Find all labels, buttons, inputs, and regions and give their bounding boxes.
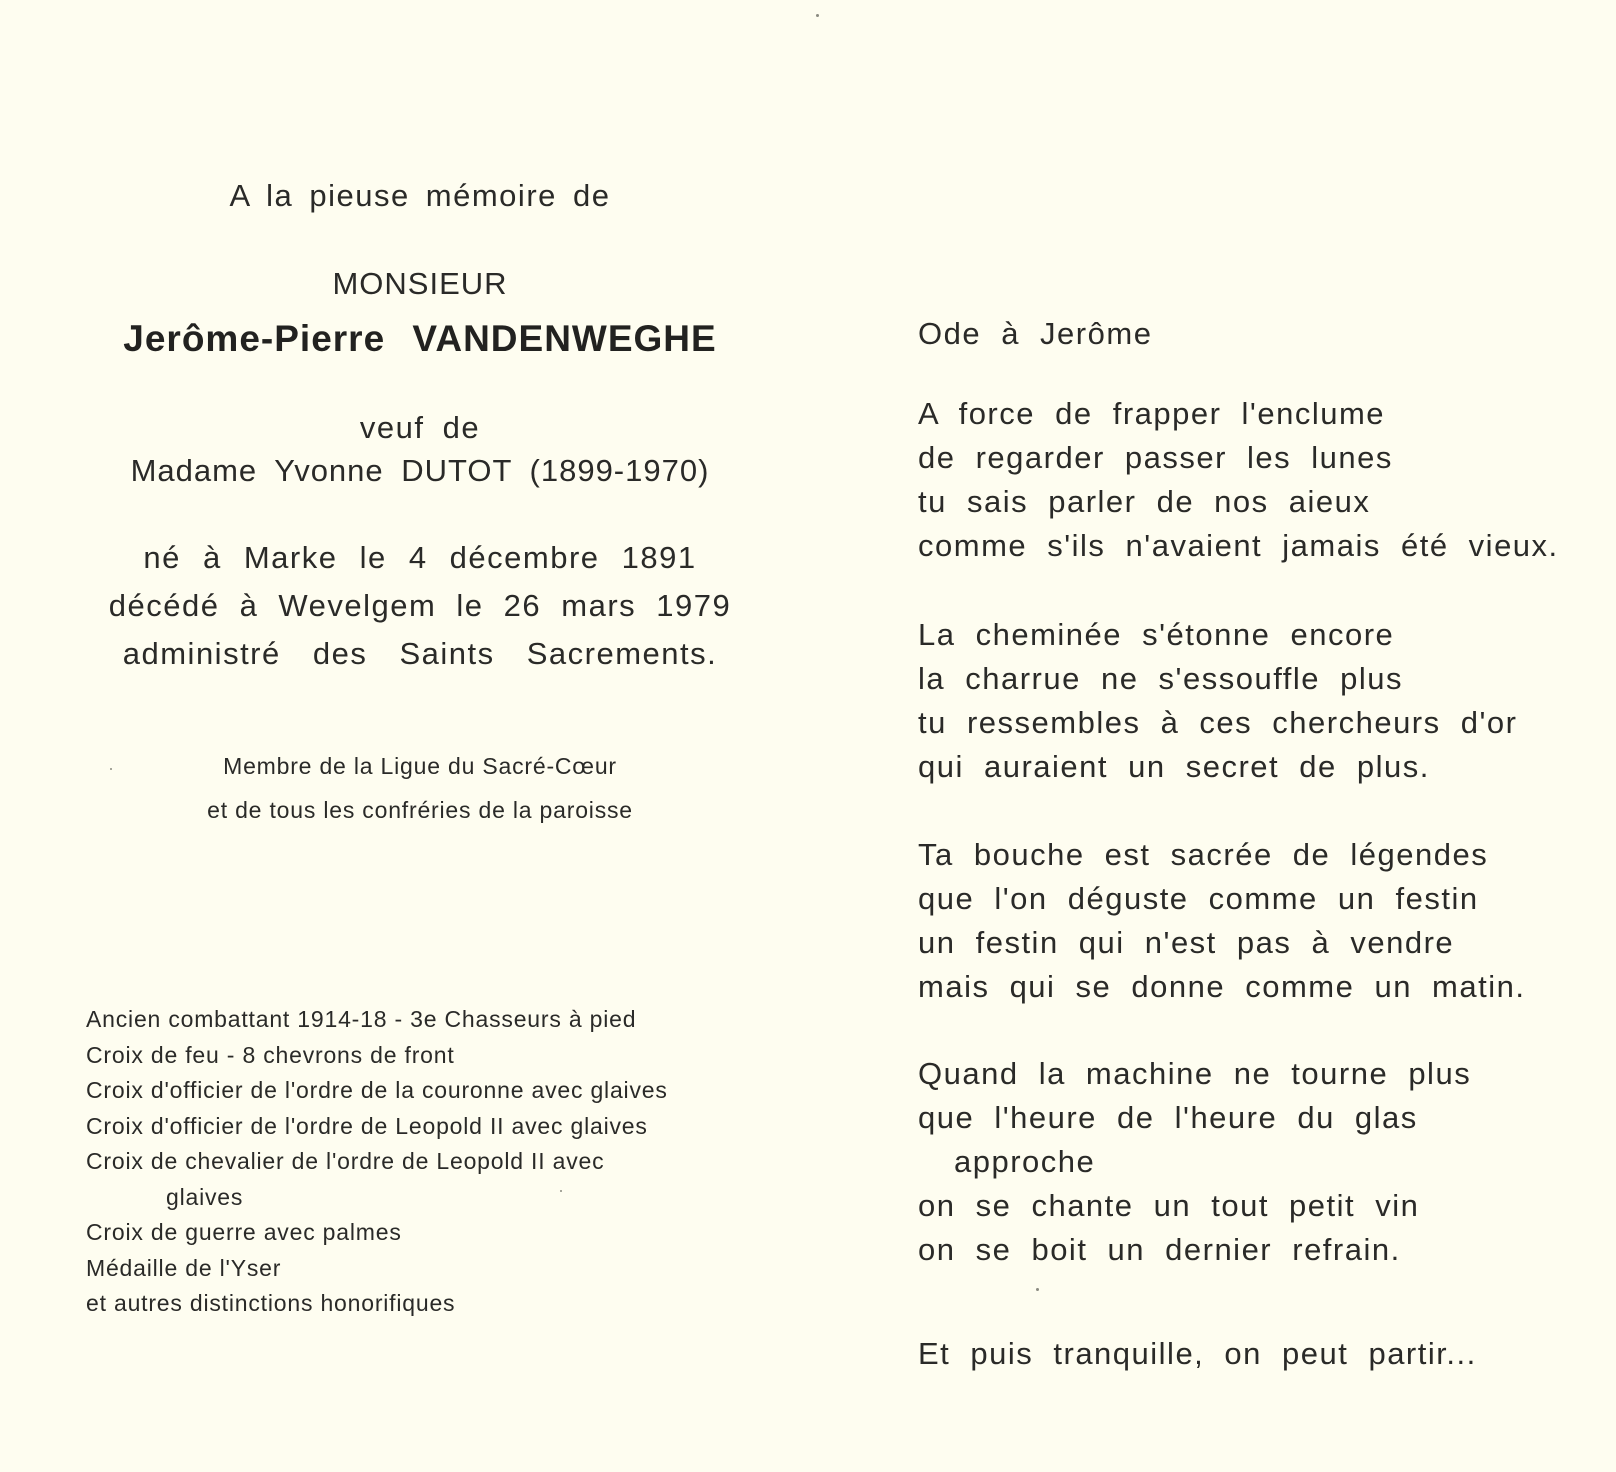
poem-line: tu sais parler de nos aieux	[918, 484, 1371, 519]
poem-line: mais qui se donne comme un matin.	[918, 969, 1526, 1004]
poem-line: que l'on déguste comme un festin	[918, 881, 1479, 916]
poem-line: Ta bouche est sacrée de légendes	[918, 837, 1489, 872]
honour-item: Croix de chevalier de l'ordre de Leopold II avec	[86, 1148, 605, 1174]
poem-line: Quand la machine ne tourne plus	[918, 1056, 1472, 1091]
poem-stanza	[918, 833, 1608, 1009]
poem-line-continued: approche	[954, 1144, 1096, 1179]
poem-closing-line: Et puis tranquille, on peut partir...	[918, 1336, 1477, 1371]
paper-speck	[110, 768, 112, 770]
paper-speck	[1036, 1288, 1039, 1291]
paper-speck	[816, 14, 819, 17]
poem-line: un festin qui n'est pas à vendre	[918, 925, 1455, 960]
honorific-title: MONSIEUR	[332, 266, 508, 301]
honour-item: Croix de feu - 8 chevrons de front	[86, 1041, 455, 1068]
honour-item: Croix d'officier de l'ordre de la couronne avec glaives	[86, 1077, 668, 1103]
sacraments-line: administré des Saints Sacrements.	[122, 636, 718, 671]
honour-item: et autres distinctions honorifiques	[86, 1290, 456, 1316]
poem-line: qui auraient un secret de plus.	[918, 749, 1430, 784]
honour-item: Ancien combattant 1914-18 - 3e Chasseurs à pied	[86, 1006, 637, 1032]
poem-line: de regarder passer les lunes	[918, 440, 1393, 475]
poem-line: comme s'ils n'avaient jamais été vieux.	[918, 528, 1559, 563]
poem-stanza	[918, 392, 1608, 568]
paper-speck	[560, 1190, 562, 1192]
honours-list	[86, 1002, 766, 1322]
poem-line: on se boit un dernier refrain.	[918, 1232, 1401, 1267]
poem-line: A force de frapper l'enclume	[918, 396, 1386, 431]
membership-line: et de tous les confréries de la paroisse	[207, 797, 633, 823]
intro-line: A la pieuse mémoire de	[229, 178, 611, 213]
widowed-line: veuf de	[359, 410, 481, 445]
honour-item: Croix de guerre avec palmes	[86, 1219, 402, 1245]
honour-item: Croix d'officier de l'ordre de Leopold II avec glaives	[86, 1112, 648, 1139]
poem-title: Ode à Jerôme	[918, 316, 1153, 351]
death-line: décédé à Wevelgem le 26 mars 1979	[108, 588, 732, 623]
poem-line: on se chante un tout petit vin	[918, 1188, 1420, 1223]
membership-line: Membre de la Ligue du Sacré-Cœur	[223, 753, 617, 779]
poem-line: que l'heure de l'heure du glas	[918, 1100, 1418, 1135]
spouse-line: Madame Yvonne DUTOT (1899-1970)	[130, 453, 710, 488]
poem-stanza	[918, 613, 1608, 789]
honour-item: Médaille de l'Yser	[86, 1254, 282, 1281]
birth-line: né à Marke le 4 décembre 1891	[143, 540, 697, 575]
poem-line: la charrue ne s'essouffle plus	[918, 661, 1403, 696]
poem-stanza	[918, 1052, 1608, 1272]
poem-line: La cheminée s'étonne encore	[918, 617, 1395, 652]
honour-item-continued: glaives	[166, 1183, 244, 1210]
deceased-name: Jerôme-Pierre VANDENWEGHE	[123, 318, 717, 359]
poem-line: tu ressembles à ces chercheurs d'or	[918, 705, 1518, 740]
